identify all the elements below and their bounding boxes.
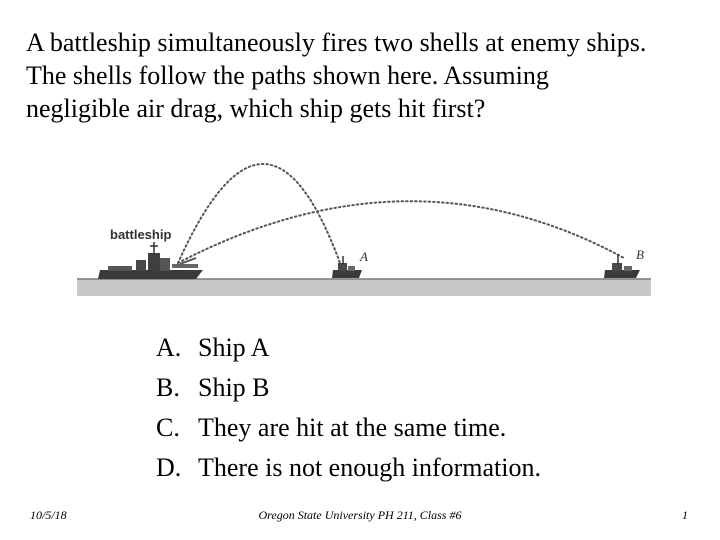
- ship-b-label: B: [636, 247, 644, 262]
- option-letter: D.: [156, 453, 182, 482]
- option-c[interactable]: [156, 408, 541, 448]
- option-a[interactable]: [156, 328, 541, 368]
- ship-a-label: A: [360, 249, 368, 264]
- battleship-label: battleship: [110, 227, 172, 242]
- question-line: A battleship simultaneously fires two shells at enemy ships.: [26, 28, 647, 57]
- option-b[interactable]: [156, 368, 541, 408]
- option-d[interactable]: [156, 448, 541, 488]
- footer-course: Oregon State University PH 211, Class #6: [258, 508, 462, 522]
- option-letter: C.: [156, 413, 180, 442]
- sea-surface: [77, 279, 651, 296]
- question-line: negligible air drag, which ship gets hit first?: [26, 94, 486, 123]
- option-letter: A.: [156, 333, 182, 362]
- option-text: They are hit at the same time.: [198, 413, 507, 442]
- answer-options: [156, 328, 541, 488]
- option-letter: B.: [156, 373, 180, 402]
- ship-a-icon: [332, 256, 362, 278]
- question-text: [26, 26, 706, 125]
- option-text: Ship B: [198, 373, 270, 402]
- battleship-icon: [98, 242, 203, 279]
- option-text: There is not enough information.: [198, 453, 541, 482]
- trajectory-a: [178, 164, 340, 263]
- trajectory-b: [178, 201, 624, 263]
- trajectory-figure: [0, 150, 720, 310]
- footer-date: 10/5/18: [30, 508, 67, 522]
- footer-page-number: 1: [682, 508, 688, 522]
- question-line: The shells follow the paths shown here. Assuming: [26, 61, 549, 90]
- option-text: Ship A: [198, 333, 270, 362]
